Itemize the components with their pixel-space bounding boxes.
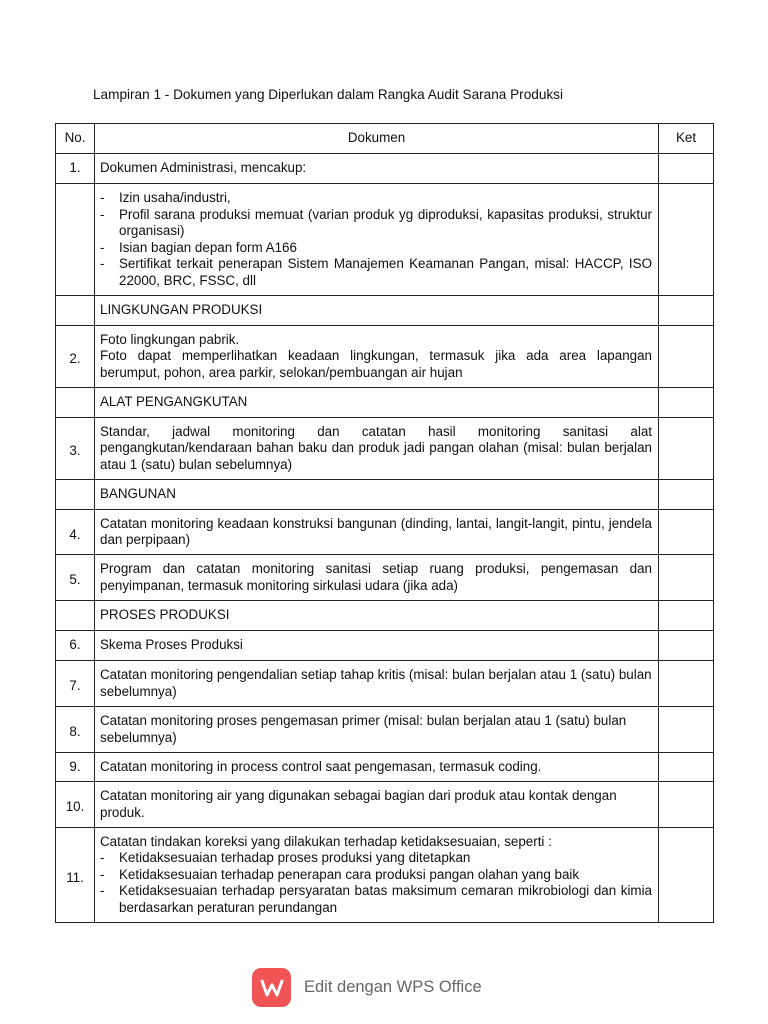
table-row: [56, 154, 714, 184]
wps-w-glyph: [260, 978, 284, 998]
row-number: 11.: [56, 828, 95, 923]
wps-edit-banner[interactable]: [252, 968, 482, 1007]
row-document: Standar, jadwal monitoring dan catatan hasil monitoring sanitasi alat pengangkutan/kendaraan bahan baku dan produk jadi pangan olahan (misal: bulan berjalan atau 1 (satu) bulan sebelumnya): [95, 418, 659, 480]
row-ket: [659, 601, 714, 631]
section-heading: ALAT PENGANGKUTAN: [95, 388, 659, 418]
list-item: - Profil sarana produksi memuat (varian produk yg diproduksi, kapasitas produksi, struktur organisasi): [100, 207, 652, 240]
row-number: 10.: [56, 782, 95, 828]
table-row: [56, 555, 714, 601]
row-number: 9.: [56, 753, 95, 782]
row-number: 1.: [56, 154, 95, 184]
row-document: Program dan catatan monitoring sanitasi setiap ruang produksi, pengemasan dan penyimpanan, termasuk monitoring sirkulasi udara (jika ada): [95, 555, 659, 601]
correction-list: [100, 850, 652, 916]
row-ket: [659, 555, 714, 601]
row-ket: [659, 707, 714, 753]
section-heading: BANGUNAN: [95, 480, 659, 510]
row-ket: [659, 480, 714, 510]
row-ket: [659, 388, 714, 418]
row-number: 8.: [56, 707, 95, 753]
row-number: [56, 296, 95, 326]
row-document-line: Catatan tindakan koreksi yang dilakukan terhadap ketidaksesuaian, seperti :: [100, 833, 552, 849]
row-ket: [659, 154, 714, 184]
row-document: Skema Proses Produksi: [95, 631, 659, 661]
section-row: [56, 601, 714, 631]
row-ket: [659, 753, 714, 782]
row-number: [56, 601, 95, 631]
row-ket: [659, 184, 714, 296]
list-item: - Ketidaksesuaian terhadap penerapan cara produksi pangan olahan yang baik: [100, 867, 652, 884]
wps-logo-icon: [252, 968, 291, 1007]
row-document-line: Foto dapat memperlihatkan keadaan lingkungan, termasuk jika ada area lapangan berumput, pohon, area parkir, selokan/pembuangan air hujan: [100, 348, 652, 380]
row-number: [56, 480, 95, 510]
row-number: 7.: [56, 661, 95, 707]
section-row: [56, 296, 714, 326]
row-document: Catatan monitoring pengendalian setiap tahap kritis (misal: bulan berjalan atau 1 (satu) bulan sebelumnya): [95, 661, 659, 707]
document-table: [55, 123, 714, 923]
table-row: [56, 661, 714, 707]
row-ket: [659, 510, 714, 555]
header-dokumen: Dokumen: [95, 124, 659, 154]
row-ket: [659, 326, 714, 388]
table-row: [56, 828, 714, 923]
section-row: [56, 480, 714, 510]
row-document: [95, 326, 659, 388]
row-document: [95, 184, 659, 296]
row-ket: [659, 828, 714, 923]
section-heading: PROSES PRODUKSI: [95, 601, 659, 631]
row-document: Catatan monitoring air yang digunakan sebagai bagian dari produk atau kontak dengan produk.: [95, 782, 659, 828]
row-ket: [659, 418, 714, 480]
row-document: Dokumen Administrasi, mencakup:: [95, 154, 659, 184]
table-row: [56, 707, 714, 753]
row-document: Catatan monitoring proses pengemasan primer (misal: bulan berjalan atau 1 (satu) bulan sebelumnya): [95, 707, 659, 753]
table-row: [56, 782, 714, 828]
list-item: - Ketidaksesuaian terhadap persyaratan batas maksimum cemaran mikrobiologi dan kimia berdasarkan peraturan perundangan: [100, 883, 652, 916]
section-heading: LINGKUNGAN PRODUKSI: [95, 296, 659, 326]
table-header-row: [56, 124, 714, 154]
row-ket: [659, 661, 714, 707]
row-number: 6.: [56, 631, 95, 661]
row-ket: [659, 631, 714, 661]
row-document: Catatan monitoring in process control saat pengemasan, termasuk coding.: [95, 753, 659, 782]
table-row: [56, 510, 714, 555]
table-row: [56, 184, 714, 296]
row-number: [56, 388, 95, 418]
table-row: [56, 326, 714, 388]
header-no: No.: [56, 124, 95, 154]
row-document-line: Foto lingkungan pabrik.: [100, 331, 240, 347]
row-number: 4.: [56, 510, 95, 555]
list-item: - Sertifikat terkait penerapan Sistem Manajemen Keamanan Pangan, misal: HACCP, ISO 22000, BRC, FSSC, dll: [100, 256, 652, 289]
page-title: Lampiran 1 - Dokumen yang Diperlukan dalam Rangka Audit Sarana Produksi: [93, 87, 563, 102]
row-number: [56, 184, 95, 296]
section-row: [56, 388, 714, 418]
row-number: 3.: [56, 418, 95, 480]
list-item: - Ketidaksesuaian terhadap proses produksi yang ditetapkan: [100, 850, 652, 867]
table-row: [56, 418, 714, 480]
table-row: [56, 631, 714, 661]
row-number: 2.: [56, 326, 95, 388]
header-ket: Ket: [659, 124, 714, 154]
list-item: - Izin usaha/industri,: [100, 190, 652, 207]
row-ket: [659, 782, 714, 828]
row-number: 5.: [56, 555, 95, 601]
admin-document-list: [100, 190, 652, 289]
row-document: [95, 828, 659, 923]
table-row: [56, 753, 714, 782]
wps-edit-label[interactable]: Edit dengan WPS Office: [304, 978, 482, 996]
list-item: - Isian bagian depan form A166: [100, 240, 652, 257]
row-document: Catatan monitoring keadaan konstruksi bangunan (dinding, lantai, langit-langit, pintu, jendela dan perpipaan): [95, 510, 659, 555]
row-ket: [659, 296, 714, 326]
